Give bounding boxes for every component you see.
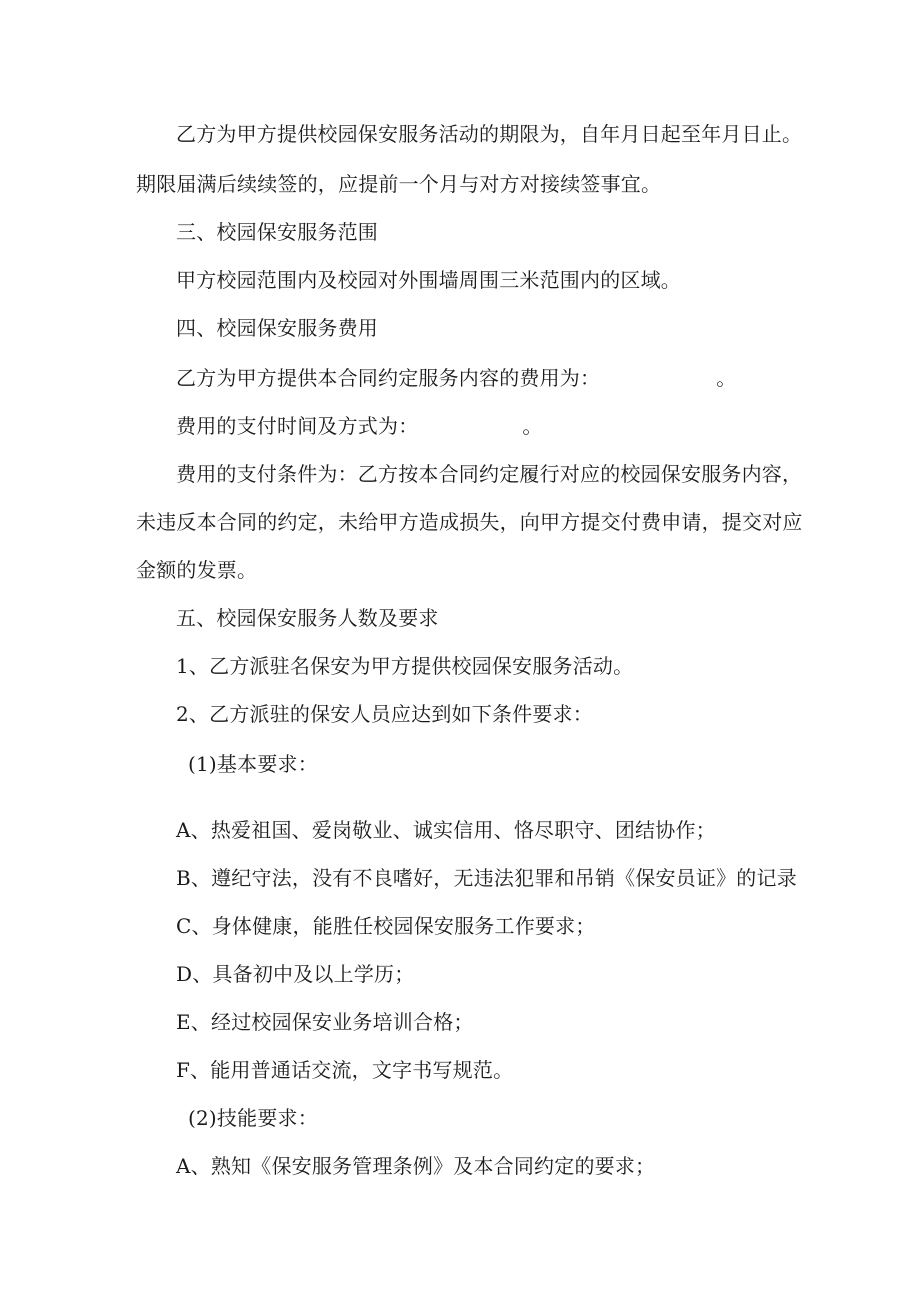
- skill-requirement-a: A、熟知《保安服务管理条例》及本合同约定的要求；: [176, 1154, 656, 1178]
- requirement-f: F、能用普通话交流，文字书写规范。: [176, 1058, 514, 1082]
- requirement-d: D、具备初中及以上学历；: [176, 962, 415, 986]
- requirement-e: E、经过校园保安业务培训合格；: [176, 1010, 474, 1034]
- paragraph-renewal: 期限届满后续续签的，应提前一个月与对方对接续签事宜。: [136, 172, 662, 196]
- paragraph-payment-conditions-2: 未违反本合同的约定，未给甲方造成损失，向甲方提交付费申请，提交对应: [136, 510, 803, 534]
- payment-method-label: 费用的支付时间及方式为：: [176, 414, 419, 438]
- list-item-staff-count: 1、乙方派驻名保安为甲方提供校园保安服务活动。: [176, 654, 634, 678]
- heading-service-fee: 四、校园保安服务费用: [176, 316, 378, 340]
- fee-amount-end: 。: [716, 366, 737, 390]
- list-item-staff-conditions: 2、乙方派驻的保安人员应达到如下条件要求：: [176, 702, 593, 726]
- requirement-a: A、热爱祖国、爱岗敬业、诚实信用、恪尽职守、团结协作；: [176, 818, 716, 842]
- paragraph-fee-amount: [176, 364, 736, 392]
- heading-service-scope: 三、校园保安服务范围: [176, 220, 378, 244]
- paragraph-payment-conditions-3: 金额的发票。: [136, 558, 258, 582]
- subheading-basic-requirements: (1)基本要求：: [188, 752, 318, 776]
- fee-amount-label: 乙方为甲方提供本合同约定服务内容的费用为：: [176, 366, 601, 390]
- subheading-skill-requirements: (2)技能要求：: [188, 1106, 318, 1130]
- paragraph-payment-conditions-1: 费用的支付条件为：乙方按本合同约定履行对应的校园保安服务内容，: [176, 462, 803, 486]
- heading-staffing: 五、校园保安服务人数及要求: [176, 606, 439, 630]
- requirement-b: B、遵纪守法，没有不良嗜好，无违法犯罪和吊销《保安员证》的记录: [176, 866, 797, 890]
- paragraph-service-scope: 甲方校园范围内及校园对外围墙周围三米范围内的区域。: [176, 268, 681, 292]
- payment-method-end: 。: [522, 414, 543, 438]
- paragraph-service-term: 乙方为甲方提供校园保安服务活动的期限为，自年月日起至年月日止。: [176, 122, 803, 146]
- paragraph-payment-method: [176, 412, 543, 440]
- requirement-c: C、身体健康，能胜任校园保安服务工作要求；: [176, 914, 596, 938]
